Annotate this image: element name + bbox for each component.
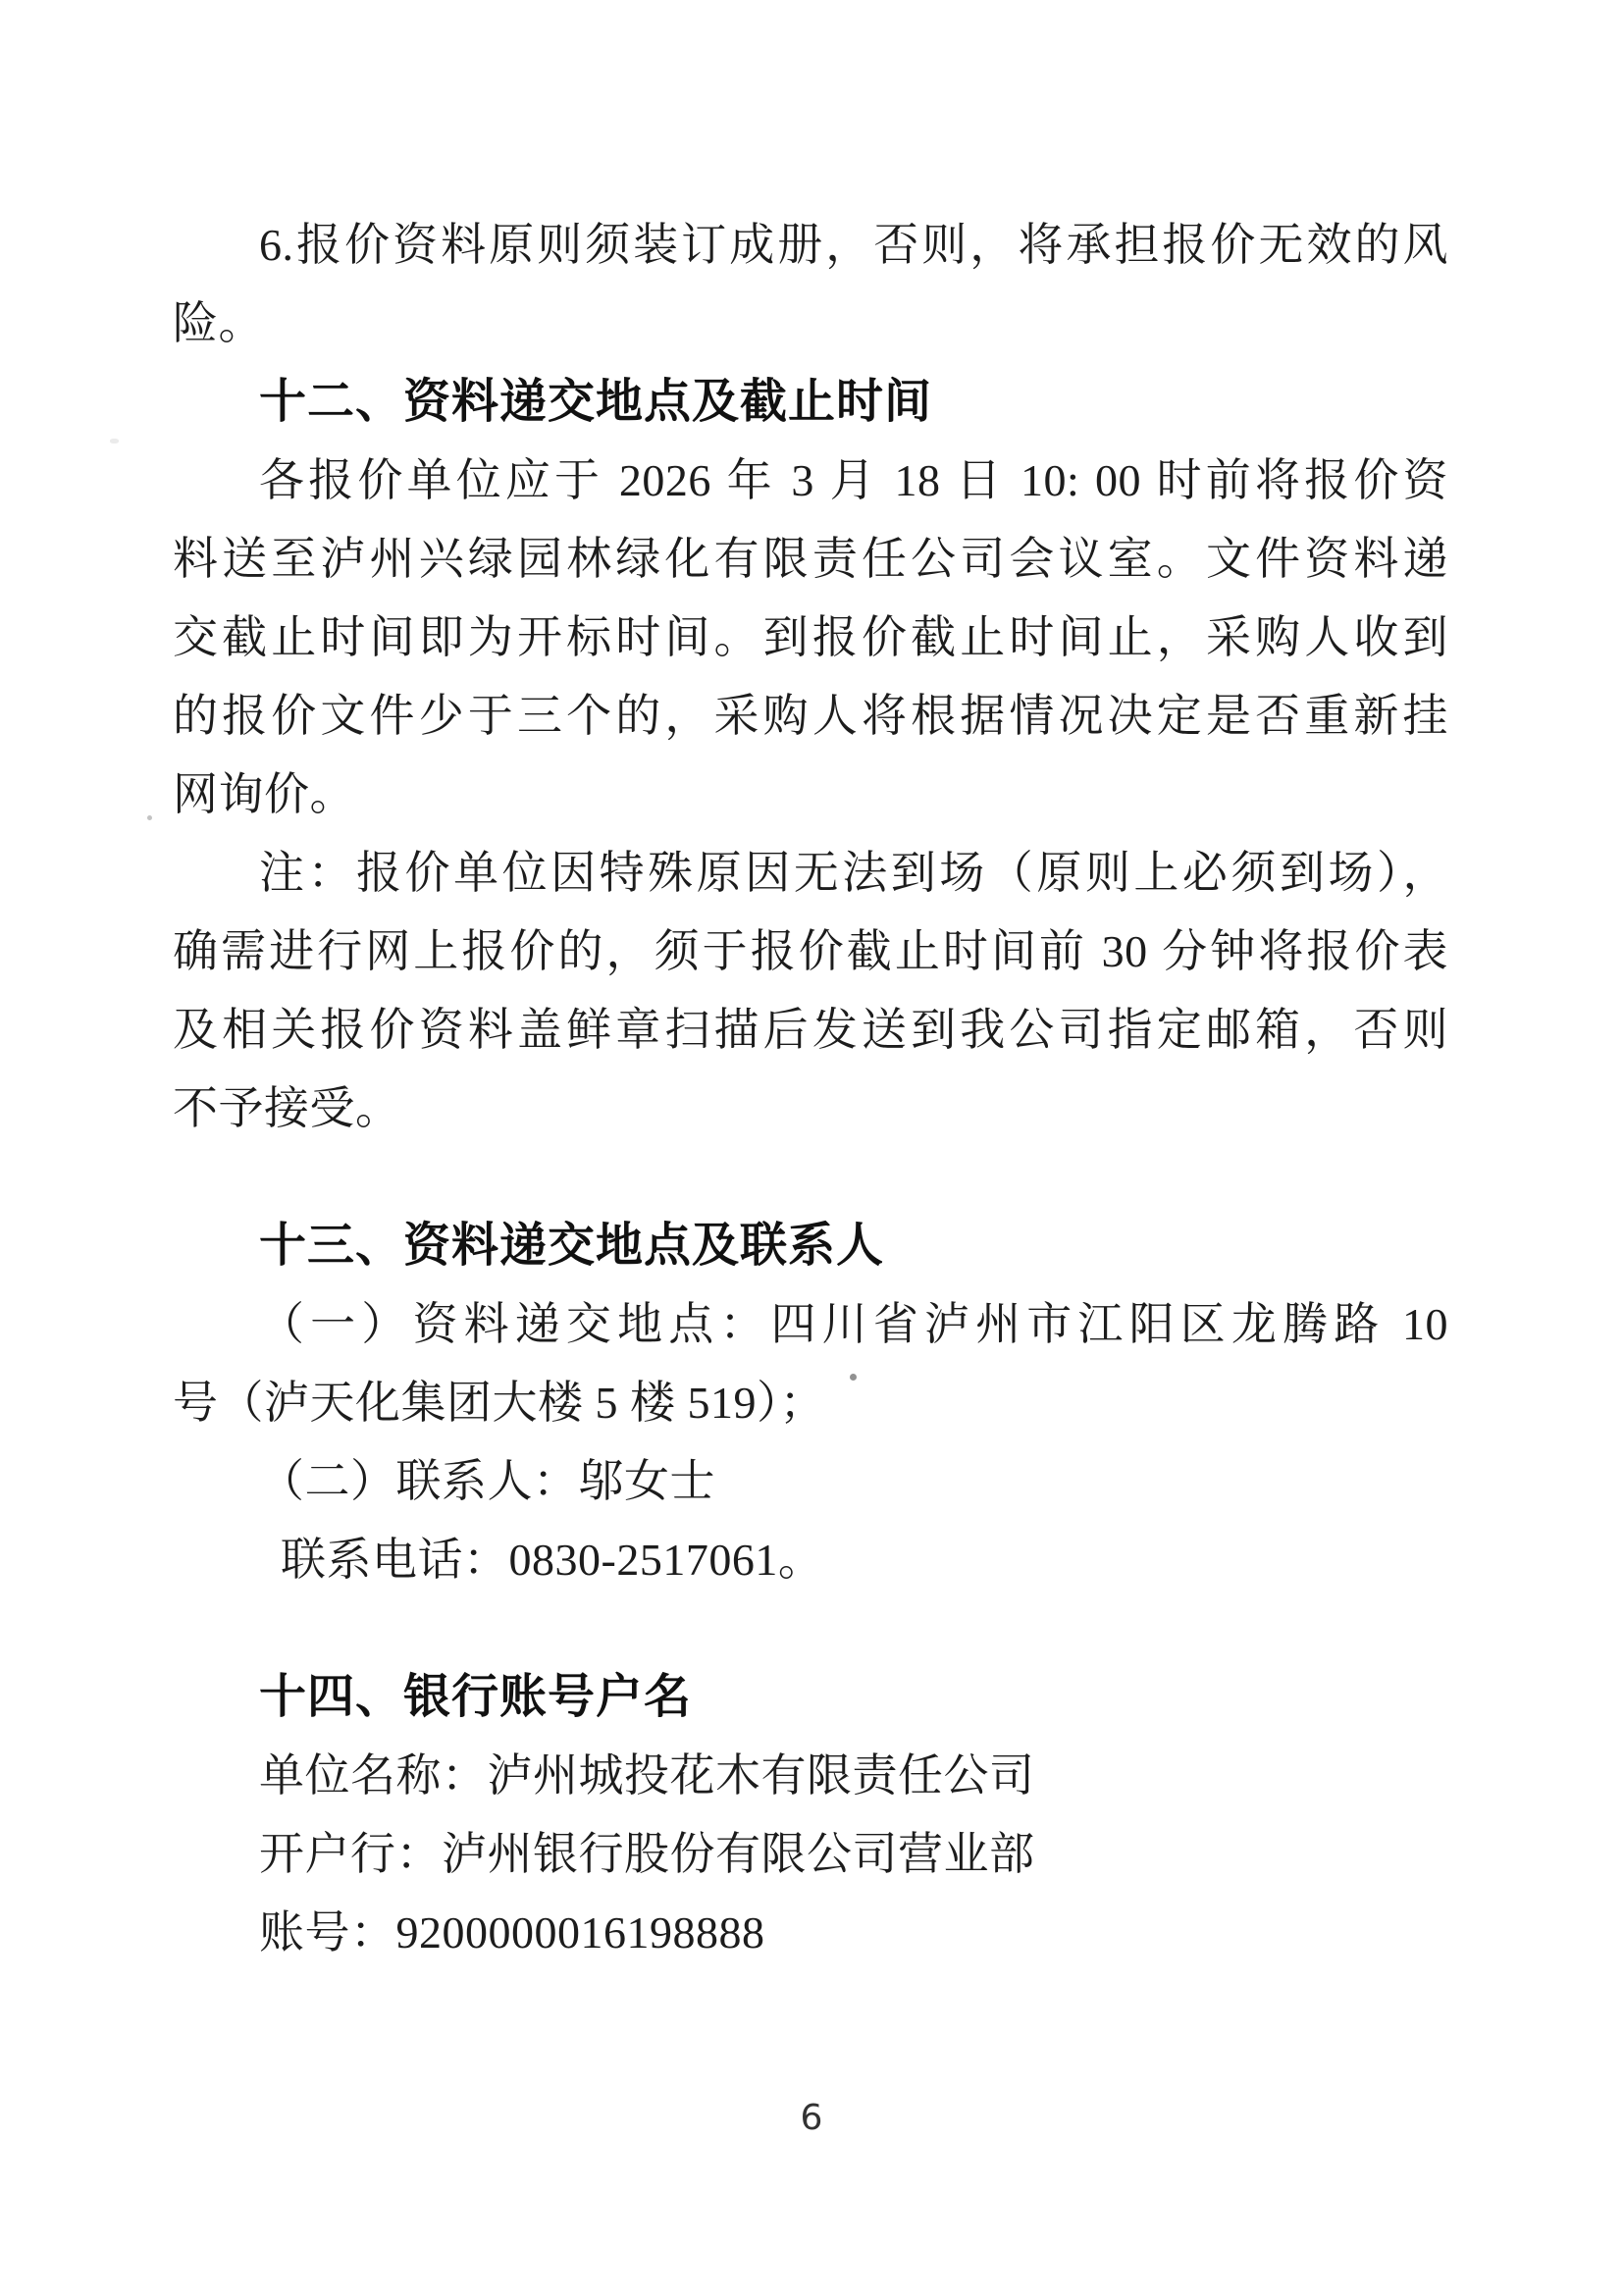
section-13-phone-line: 联系电话：0830-2517061。 [281,1535,824,1585]
section-12-note-line-4: 不予接受。 [173,1083,401,1133]
section-12-note-line-1: 注：报价单位因特殊原因无法到场（原则上必须到场）， [259,848,1448,898]
section-gap [173,1148,1448,1207]
paragraph-6-line-1: 6.报价资料原则须装订成册，否则，将承担报价无效的风 [259,220,1448,270]
section-12-para-line-1: 各报价单位应于 2026 年 3 月 18 日 10: 00 时前将报价资 [259,455,1448,505]
section-12-para-line-4: 的报价文件少于三个的，采购人将根据情况决定是否重新挂 [173,691,1448,741]
section-heading-14: 十四、银行账号户名 [259,1671,693,1723]
section-heading-13: 十三、资料递交地点及联系人 [259,1220,885,1272]
section-heading-12: 十二、资料递交地点及截止时间 [259,376,933,428]
section-12-note-line-2: 确需进行网上报价的，须于报价截止时间前 30 分钟将报价表 [173,926,1448,976]
bank-account-name-line: 单位名称：泸州城投花木有限责任公司 [259,1750,1035,1800]
section-12-note-line-3: 及相关报价资料盖鲜章扫描后发送到我公司指定邮箱，否则 [173,1005,1448,1055]
bank-branch-line: 开户行：泸州银行股份有限公司营业部 [259,1829,1035,1879]
section-13-item-1-line-1: （一）资料递交地点：四川省泸州市江阳区龙腾路 10 [259,1299,1448,1349]
section-gap [173,1599,1448,1658]
paragraph-6-line-2: 险。 [173,298,264,348]
section-12-para-line-5: 网询价。 [173,769,355,819]
section-13-item-1-line-2: 号（泸天化集团大楼 5 楼 519）； [173,1378,825,1428]
bank-account-number-line: 账号：9200000016198888 [259,1907,765,1957]
section-12-para-line-2: 料送至泸州兴绿园林绿化有限责任公司会议室。文件资料递 [173,534,1448,584]
section-12-para-line-3: 交截止时间即为开标时间。到报价截止时间止，采购人收到 [173,612,1448,662]
page-number: 6 [800,2098,823,2138]
section-13-item-2: （二）联系人：邬女士 [259,1456,715,1506]
